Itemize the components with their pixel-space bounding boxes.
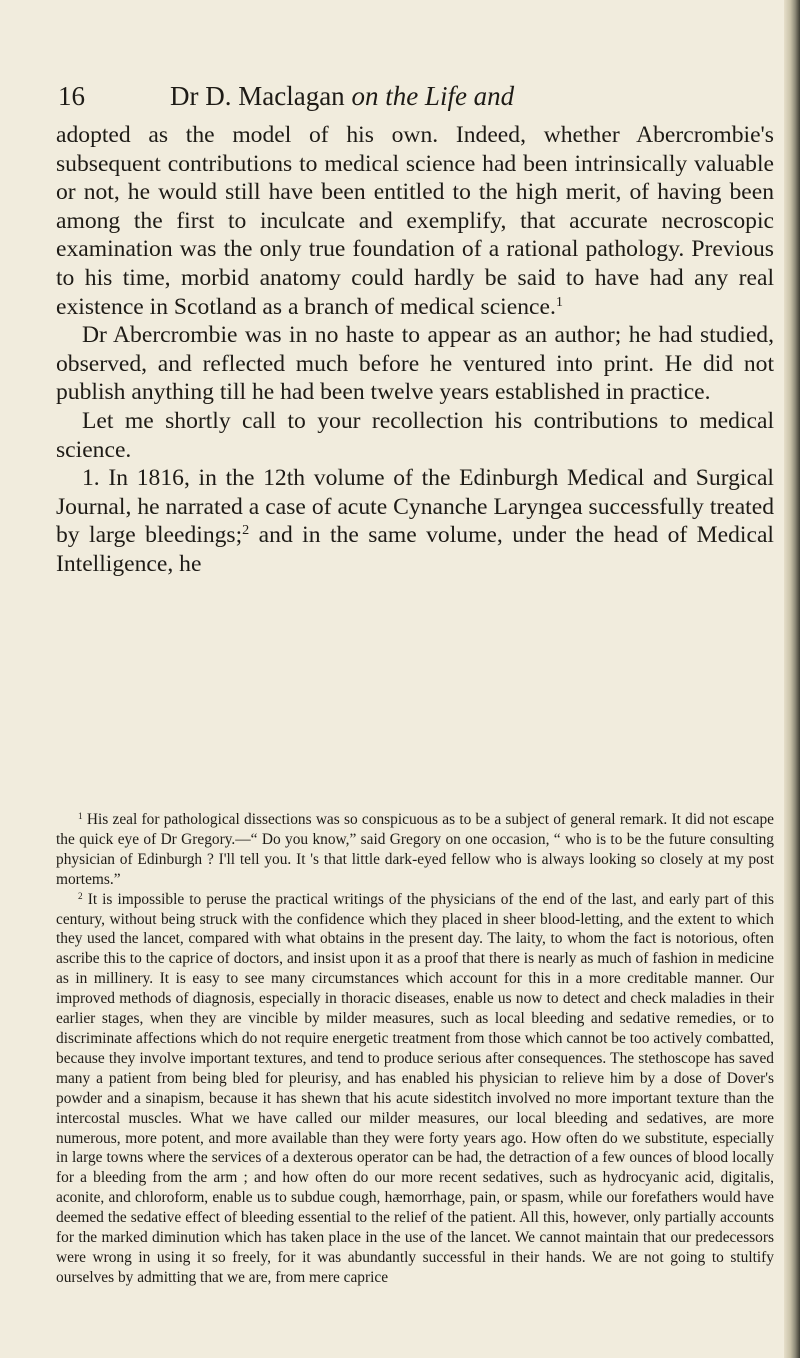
footnote-ref-2: 2 (242, 522, 250, 539)
paragraph-4-text-b: and in the same volume, under the head of Medical Intelligence, he (56, 522, 774, 577)
paragraph-1 (56, 121, 774, 321)
paragraph-4 (56, 464, 774, 578)
paragraph-4-text-a: 1. In 1816, in the 12th volume of the Edinburgh Medical and Surgical Journal, he narrated a case of acute Cynanche Laryngea successfully treated by large bleedings; (56, 465, 774, 549)
footnote-2-text: It is impossible to peruse the practical writings of the physicians of the end of the last, and early part of this century, without being struck with the confidence which they placed in sheer blood-letting, and the extent to which they used the lancet, compared with what obtains in the present day. The laity, to whom the fact is notorious, often ascribe this to the caprice of doctors, and insist upon it as a proof that there is nearly as much of fashion in medicine as in millinery. It is easy to see many circumstances which account for this in a more creditable manner. Our improved methods of diagnosis, especially in thoracic diseases, enable us now to detect and check maladies in their earlier stages, when they are vincible by milder measures, such as local bleeding and sedative remedies, or to discriminate affections which do not require energetic treatment from those which cannot be too actively combatted, because they involve important textures, and tend to produce serious after consequences. The stethoscope has saved many a patient from being bled for pleurisy, and has enabled his physician to relieve him by a dose of Dover's powder and a sinapism, because it has shewn that his acute sidestitch involved no more important texture than the intercostal muscles. What we have called our milder measures, our local bleeding and sedatives, are more numerous, more potent, and more available than they were forty years ago. How often do we substitute, especially in large towns where the services of a dexterous operator can be had, the detraction of a few ounces of blood locally for a bleeding from the arm ; and how often do our more recent sedatives, such as hydrocyanic acid, digitalis, aconite, and chloroform, enable us to subdue cough, hæmorrhage, pain, or spasm, while our forefathers would have deemed the sedative effect of bleeding essential to the relief of the patient. All this, however, only partially accounts for the marked diminution which has taken place in the use of the lancet. We cannot maintain that our predecessors were wrong in using it so freely, for it was abundantly successful in their hands. We are not going to stultify ourselves by admitting that we are, from mere caprice (56, 890, 774, 1286)
running-header (58, 76, 758, 116)
page-number: 16 (58, 81, 85, 111)
paragraph-2: Dr Abercrombie was in no haste to appear as an author; he had studied, observed, and reflected much before he ventured into print. He did not publish anything till he had been twelve years established in practice. (56, 322, 774, 406)
footnote-1 (56, 810, 774, 890)
running-title (170, 76, 514, 116)
footnotes (56, 810, 774, 1288)
footnote-ref-1: 1 (555, 293, 563, 310)
footnote-1-text: His zeal for pathological dissections was so conspicuous as to be a subject of general remark. It did not escape the quick eye of Dr Gregory.—“ Do you know,” said Gregory on one occasion, “ who is to be the future consulting physician of Edinburgh ? I'll tell you. It 's that little dark-eyed fellow who is always looking so closely at my post mortems.” (56, 811, 774, 888)
running-title-author: Dr D. Maclagan (170, 81, 352, 111)
body-text (56, 121, 774, 579)
paragraph-3: Let me shortly call to your recollection his contributions to medical science. (56, 407, 774, 463)
running-title-italic: on the Life and (351, 81, 515, 111)
footnote-2-mark: 2 (78, 890, 83, 901)
footnote-2 (56, 890, 774, 1288)
paragraph-1-text: adopted as the model of his own. Indeed, whether Abercrombie's subsequent contributions to medical science had been intrinsically valuable or not, he would still have been entitled to the high merit, of having been among the first to inculcate and exemplify, that accurate necroscopic examination was the only true foundation of a rational pathology. Previous to his time, morbid anatomy could hardly be said to have had any real existence in Scotland as a branch of medical science. (56, 122, 774, 320)
footnote-1-mark: 1 (78, 810, 83, 821)
page-edge-shadow (784, 0, 800, 1358)
